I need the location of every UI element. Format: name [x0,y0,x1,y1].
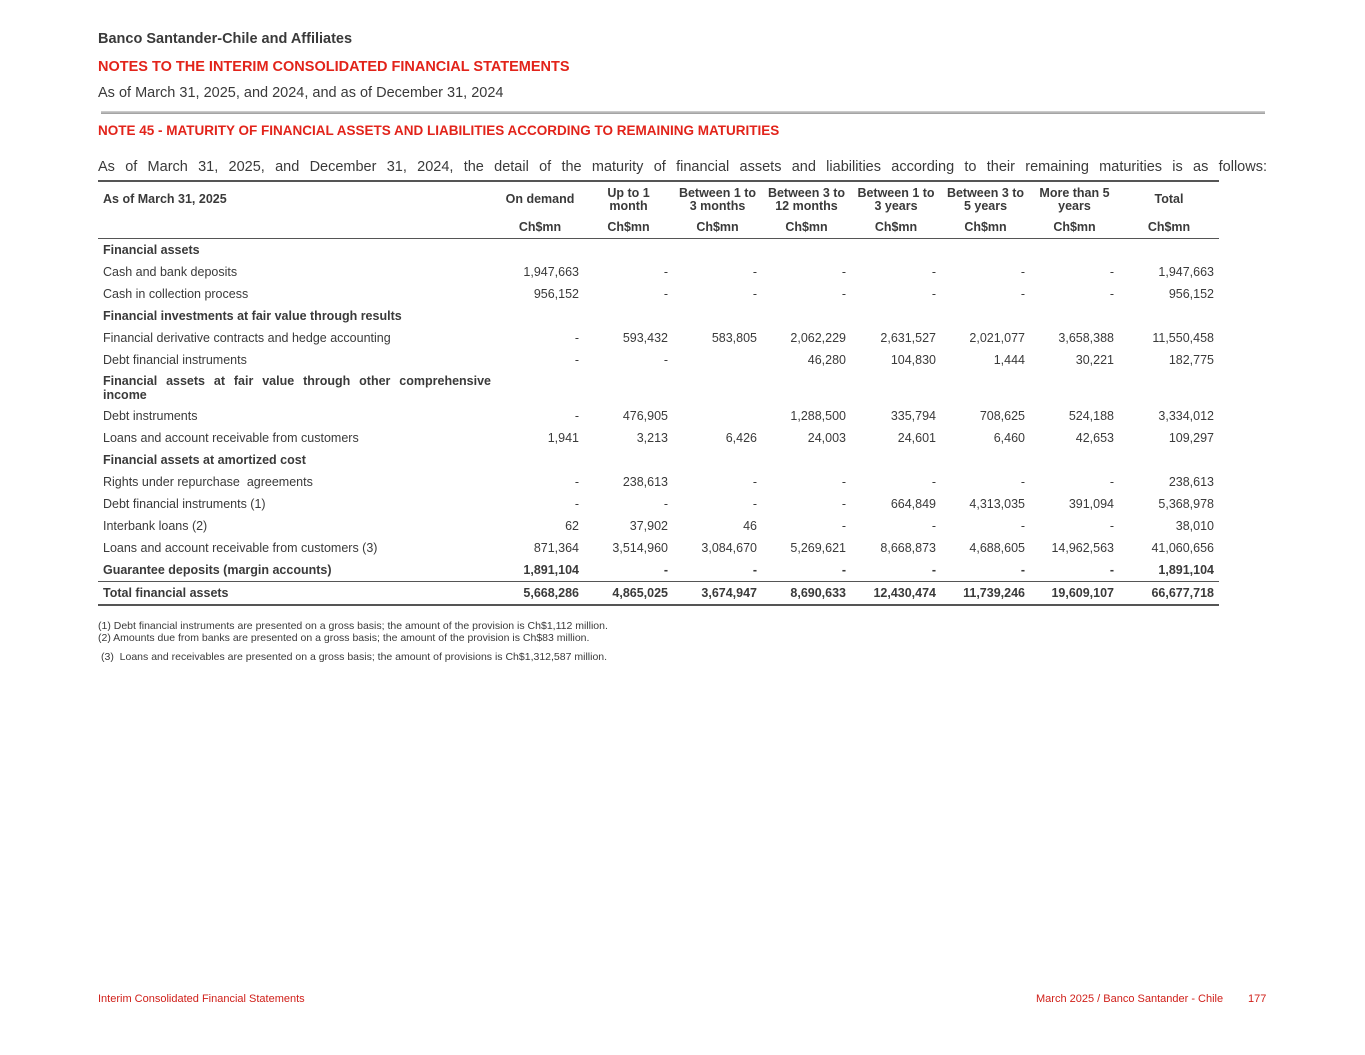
period-subtitle: As of March 31, 2025, and 2024, and as of December 31, 2024 [98,85,504,101]
cell: 956,152 [533,287,579,301]
row-label: Rights under repurchase agreements [103,475,313,489]
cell [673,405,762,427]
cell: 1,288,500 [790,409,846,423]
footnote-3: (3) Loans and receivables are presented on a gross basis; the amount of provisions is Ch$1,312,587 million. [101,651,608,663]
cell: 42,653 [1075,431,1114,445]
cell: - [931,519,936,533]
cell: - [673,559,762,582]
cell: 2,021,077 [969,331,1025,345]
page-number: 177 [1248,993,1267,1005]
maturity-table [98,180,1219,606]
cell: - [752,497,757,511]
table-row [98,405,1219,427]
cell: 46,280 [807,353,846,367]
row-label: Cash and bank deposits [103,265,238,279]
cell: 3,514,960 [612,541,668,555]
cell: - [1109,287,1114,301]
row-label: Total financial assets [103,586,229,600]
cell: - [941,559,1030,582]
cell: 3,084,670 [701,541,757,555]
cell: 664,849 [890,497,936,511]
row-label: Financial assets at amortized cost [103,453,306,467]
col-header-1-to-3-years: Between 1 to 3 years [857,185,935,213]
cell: - [931,287,936,301]
cell: - [841,497,846,511]
cell: - [1020,287,1025,301]
row-label: Debt instruments [103,409,198,423]
section-row [98,449,1219,471]
cell: 3,334,012 [1158,409,1214,423]
cell: 37,902 [629,519,668,533]
cell: - [574,497,579,511]
footer-document-title: Interim Consolidated Financial Statements [98,993,305,1005]
cell: 14,962,563 [1051,541,1114,555]
row-label: Guarantee deposits (margin accounts) [98,559,496,582]
cell: - [574,409,579,423]
cell: - [841,475,846,489]
footer-publisher: March 2025 / Banco Santander - Chile [1036,993,1224,1005]
cell: 24,601 [897,431,936,445]
cell: 3,658,388 [1058,331,1114,345]
cell: 66,677,718 [1151,586,1214,600]
cell: 109,297 [1168,431,1214,445]
cell: - [574,331,579,345]
cell: 238,613 [622,475,668,489]
cell: 476,905 [622,409,668,423]
cell: - [752,265,757,279]
cell: - [584,559,673,582]
cell: 11,550,458 [1152,331,1214,345]
cell: 1,891,104 [496,559,584,582]
row-label: Debt financial instruments [103,353,247,367]
table-row [98,537,1219,559]
cell: 4,313,035 [969,497,1025,511]
unit-label: Ch$mn [496,216,584,239]
cell: 24,003 [807,431,846,445]
cell: 1,444 [993,353,1025,367]
cell: 3,213 [636,431,668,445]
cell: 182,775 [1168,353,1214,367]
unit-label: Ch$mn [673,216,762,239]
col-header-1-to-3-months: Between 1 to 3 months [678,185,757,213]
unit-label: Ch$mn [1030,216,1119,239]
table-row [98,349,1219,371]
total-row [98,582,1219,606]
row-label: Debt financial instruments (1) [103,497,266,511]
table-row [98,471,1219,493]
row-label: Loans and account receivable from customers [103,431,359,445]
section-row [98,239,1219,262]
cell: - [1109,519,1114,533]
footnote-2: (2) Amounts due from banks are presented on a gross basis; the amount of the provision is Ch$83 million. [98,632,590,644]
row-label: Loans and account receivable from customers (3) [103,541,378,555]
table-row [98,493,1219,515]
cell: - [1030,559,1119,582]
cell: 391,094 [1068,497,1114,511]
cell: 41,060,656 [1151,541,1214,555]
cell: 524,188 [1068,409,1114,423]
row-label: Cash in collection process [103,287,249,301]
row-label: Financial assets [103,243,200,257]
col-header-on-demand: On demand [505,192,575,206]
cell: 5,668,286 [523,586,579,600]
cell: 1,941 [547,431,579,445]
cell: 583,805 [711,331,757,345]
company-name: Banco Santander-Chile and Affiliates [98,31,353,47]
header-divider [101,111,1265,114]
cell: 1,947,663 [1158,265,1214,279]
cell: 46 [743,519,757,533]
table-corner-label: As of March 31, 2025 [103,192,227,206]
cell: 5,368,978 [1158,497,1214,511]
cell: - [752,287,757,301]
cell: 6,426 [725,431,757,445]
cell: 104,830 [890,353,936,367]
table-row [98,327,1219,349]
col-header-3-to-12-months: Between 3 to 12 months [767,185,846,213]
cell: - [1020,265,1025,279]
cell: - [1109,475,1114,489]
cell: 30,221 [1075,353,1114,367]
cell: - [841,287,846,301]
row-label: Financial investments at fair value through results [103,309,402,323]
cell: - [1109,265,1114,279]
cell: 6,460 [993,431,1025,445]
cell: - [841,519,846,533]
cell: 593,432 [622,331,668,345]
cell: 3,674,947 [701,586,757,600]
table-row [98,559,1219,582]
cell: 2,062,229 [790,331,846,345]
cell: 4,865,025 [612,586,668,600]
cell: 1,947,663 [523,265,579,279]
cell: - [762,559,851,582]
cell: 238,613 [1168,475,1214,489]
note-title: NOTE 45 - MATURITY OF FINANCIAL ASSETS AND LIABILITIES ACCORDING TO REMAINING MATURITIES [98,123,780,138]
unit-label: Ch$mn [584,216,673,239]
cell: - [752,475,757,489]
cell: 708,625 [979,409,1025,423]
cell: 38,010 [1175,519,1214,533]
cell: - [663,497,668,511]
section-row [98,305,1219,327]
cell: - [1020,519,1025,533]
cell: 12,430,474 [873,586,936,600]
cell: 335,794 [890,409,936,423]
cell: 62 [565,519,579,533]
unit-label: Ch$mn [941,216,1030,239]
table-row [98,515,1219,537]
table-units-row [98,216,1219,239]
cell: - [931,265,936,279]
cell: 1,891,104 [1119,559,1219,582]
cell: - [574,353,579,367]
table-row [98,261,1219,283]
table-header-row [98,181,1219,216]
cell: 19,609,107 [1051,586,1114,600]
col-header-up-to-1-month: Up to 1 month [607,185,650,213]
cell [673,349,762,371]
notes-title: NOTES TO THE INTERIM CONSOLIDATED FINANCIAL STATEMENTS [98,59,570,75]
cell: - [841,265,846,279]
cell: - [663,353,668,367]
unit-label: Ch$mn [1119,216,1219,239]
cell: 8,690,633 [790,586,846,600]
table-row [98,427,1219,449]
cell: - [1020,475,1025,489]
cell: 956,152 [1168,287,1214,301]
row-label: Interbank loans (2) [103,519,208,533]
cell: 871,364 [533,541,579,555]
table-row [98,283,1219,305]
cell: 11,739,246 [963,586,1025,600]
note-intro: As of March 31, 2025, and December 31, 2024, the detail of the maturity of financial assets and liabilities according to their remaining maturities is as follows: [98,159,1267,175]
cell: 2,631,527 [880,331,936,345]
cell: - [663,265,668,279]
cell: - [851,559,941,582]
row-label: Financial assets at fair value through other comprehensive income [103,374,491,402]
unit-label: Ch$mn [762,216,851,239]
footnote-1: (1) Debt financial instruments are presented on a gross basis; the amount of the provision is Ch$1,112 million. [98,620,608,632]
cell: - [574,475,579,489]
col-header-total: Total [1154,192,1184,206]
unit-label: Ch$mn [851,216,941,239]
cell: 8,668,873 [880,541,936,555]
cell: 5,269,621 [790,541,846,555]
cell: - [663,287,668,301]
col-header-more-than-5-years: More than 5 years [1039,185,1110,213]
cell: - [931,475,936,489]
section-row [98,371,1219,405]
col-header-3-to-5-years: Between 3 to 5 years [946,185,1025,213]
row-label: Financial derivative contracts and hedge accounting [103,331,391,345]
cell: 4,688,605 [969,541,1025,555]
